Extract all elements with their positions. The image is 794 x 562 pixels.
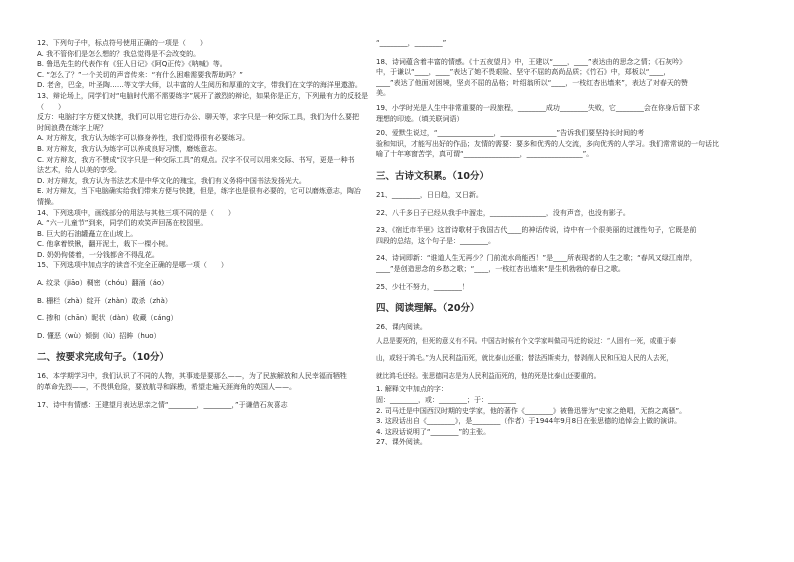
question-13-option-d: D. 对方辩友，我方认为书法艺术是中华文化的瑰宝，我们有义务将中国书法发扬光大。 (37, 176, 306, 185)
question-12-stem: 12、下列句子中，标点符号使用正确的一项是（ ） (37, 39, 207, 47)
question-19-line-1: 19、小学时光是人生中非常重要的一段旅程，________成功________失败，它________会在你身后留下求 (376, 103, 700, 112)
question-20-line-1: 20、爱默生说过，“________________，________________”告诉我们要坚持长时间的考 (376, 129, 645, 138)
question-20-line-3: 喻了十年寒窗苦学，真可谓“________________，________________”。 (376, 150, 594, 159)
question-26-item-1-blanks: 固：________，或：________；于：________ (376, 396, 516, 405)
question-26-items (376, 384, 746, 437)
question-13-option-a: A. 对方辩友，我方认为练字可以修身养性，我们觉得很有必要练习。 (37, 134, 250, 143)
question-16-line-1: 16、本学期学习中，我们认识了不同的人物，其事迹是要那么——，为了民族解放和人民幸福而牺牲 (37, 372, 347, 381)
question-24 (376, 253, 746, 274)
question-18-line-2: 中，于谦以“____，____”表达了她不畏艰险、坚守不屈的高尚品质；《竹石》中，郑板以“____， (376, 68, 671, 77)
question-15-option-d: D. 懂恶（wù）倾倒（lù）招眸（huo） (37, 331, 161, 340)
question-12-option-c: C. “怎么了？”一个关切的声音传来：“有什么困难需要我帮助吗？” (37, 70, 243, 79)
question-14-option-c: C. 他拿着铁锹，翻开泥土，栽下一棵小树。 (37, 240, 173, 249)
question-15 (37, 260, 377, 341)
question-21: 21、________，日日趋，又日新。 (376, 190, 483, 199)
question-13-stem: 13、辩论场上，同学们对“电脑时代需不需要练字”展开了激烈的辩论，如果你是正方，下列最有力的反驳是 (37, 91, 369, 100)
question-19-line-2: 理想的印迹。（填关联词语） (376, 114, 464, 123)
question-26-item-3: 3. 这段话出自《________》，是________（作者）于1944年9月8日在张思德的追悼会上做的演讲。 (376, 417, 682, 426)
question-20 (376, 128, 746, 160)
question-13-option-e: E. 对方辩友，当下电脑确实给我们带来方便与快捷，但是，练字也是很有必要的，它可以磨炼意志，陶冶 (37, 187, 361, 196)
question-26-item-2: 2. 司马迁是中国西汉时期的史学家，他的著作《________》被鲁迅誉为“史家之绝唱，无韵之离骚”。 (376, 406, 687, 415)
question-23-line-2: 四段的总结，这个句子是：________。 (376, 236, 495, 245)
question-23 (376, 225, 746, 246)
question-12-option-b: B. 鲁迅先生的代表作有《狂人日记》《阿Q正传》《呐喊》等。 (37, 60, 227, 69)
question-27: 27、课外阅读。 (376, 438, 427, 447)
question-12-option-d: D. 老舍，巴金，叶圣陶……等文学大师，以丰富的人生阅历和厚重的文字，带我们在文学的海洋里遨游。 (37, 81, 362, 90)
question-18-line-4: 美。 (376, 89, 390, 98)
question-13-opponent-cont: 时间浪费在练字上呢？ (37, 123, 107, 132)
section-4-title: 四、阅读理解。（20分） (376, 303, 480, 315)
question-12-option-a: A. 我不管你们是怎么想的？我总觉得是不会改变的。 (37, 49, 201, 58)
reading-passage (376, 336, 746, 382)
question-14-option-d: D. 奶奶佝偻着，一分钱都舍不得乱花。 (37, 250, 159, 259)
question-13-option-c-cont: 法艺术，给人以美的享受。 (37, 166, 121, 175)
question-14-stem: 14、下列选项中，画线部分的用法与其他三项不同的是（ ） (37, 208, 235, 217)
question-25: 25、少壮不努力，________！ (376, 282, 469, 291)
question-16 (37, 371, 377, 392)
passage-line-1: 人总是要死的，但死的意义有不同。中国古时候有个文学家叫做司马迁的说过：“人固有一死，或重于泰 (376, 336, 677, 345)
question-12 (37, 38, 377, 91)
question-13-option-e-cont: 情操。 (37, 197, 58, 206)
question-18-line-1: 18、诗词蕴含着丰富的情感。《十五夜望月》中，王建以“____，____”表达由的思念之情；《石灰吟》 (376, 57, 687, 66)
question-15-option-b: B. 栅栏（zhà）绽开（zhàn）敢杀（zhà） (37, 296, 172, 305)
question-19 (376, 103, 746, 124)
question-14-option-b: B. 巨大的石油罐矗立在山坡上。 (37, 229, 138, 238)
passage-line-3: 就比鸿毛还轻。张思德同志是为人民利益而死的，他的死是比泰山还要重的。 (376, 371, 601, 380)
question-13-stem-cont: （ ） (37, 102, 65, 111)
section-2-title: 二、按要求完成句子。（10分） (37, 352, 169, 364)
question-17-line-1: 17、诗中有情感：王建望月表达思亲之情“________，________，”于谦借石灰喜志 (37, 400, 288, 409)
question-26-item-1: 1. 解释文中加点的字： (376, 385, 448, 394)
right-column (376, 38, 746, 448)
question-26-label: 26、课内阅读。 (376, 323, 427, 332)
question-14-option-a: A. “六一儿童节”到来，同学们的欢笑声回荡在校园里。 (37, 219, 208, 228)
question-24-line-2: ____”是创造思念的乡愁之歌；“____，一枝红杏出墙来”是生机勃勃的春日之歌。 (376, 264, 625, 273)
question-24-line-1: 24、诗词即新：“谁道人生无再少？门前流水尚能西！”是____所表现者的人生之歌；“春风又绿江南岸， (376, 254, 697, 263)
question-13 (37, 91, 377, 208)
question-13-option-c: C. 对方辩友，我方不赞成“汉字只是一种交际工具”的观点。汉字不仅可以用来交际、书写，更是一种书 (37, 155, 355, 164)
question-18-line-3: ____”表达了他面对困境，坚贞不屈的品格；叶绍翁所以“____，一枝红杏出墙来”，表达了对春天的赞 (376, 78, 688, 87)
left-column (37, 38, 377, 410)
question-15-option-c: C. 掺和（chān）昵状（dàn）收藏（cáng） (37, 314, 178, 323)
question-23-line-1: 23、《宿迁市半里》这首诗歌材于我国古代____的神话传说，诗中有一个很美丽的过渡性句子，它既是前 (376, 226, 697, 235)
question-13-opponent: 反方：电脑打字方便又快捷，我们可以用它进行办公、聊天等，求字只是一种交际工具，我们为什么要把 (37, 113, 359, 122)
question-17 (37, 400, 377, 411)
passage-line-2: 山，或轻于鸿毛。”为人民利益而死，就比泰山还重；替法西斯卖力，替剥削人民和压迫人民的人去死， (376, 354, 673, 363)
question-18 (376, 57, 746, 99)
question-13-option-b: B. 对方辩友，我方认为练字可以养成良好习惯，磨炼意志。 (37, 144, 222, 153)
section-3-title: 三、古诗文积累。（10分） (376, 170, 489, 182)
question-15-stem: 15、下列选项中加点字的读音不完全正确的是哪一项（ ） (37, 261, 228, 270)
question-16-line-2: 的革命先烈——，不畏惧危险，要放航寻和踩勘，希望走遍天涯海角的英国人——。 (37, 383, 296, 392)
question-14 (37, 208, 377, 261)
question-22: 22、八千多日子已经从我手中溜走，________________，没有声音，也没有影子。 (376, 208, 630, 217)
question-17-cont: “________，________” (376, 39, 447, 47)
question-20-line-2: 验和知识，才能写出好的作品；友情的需要：要多和优秀的人交流，多向优秀的人学习。我们常常说的一句话比 (376, 139, 719, 148)
question-26-item-4: 4. 这段话说明了“________”的主张。 (376, 427, 491, 436)
question-15-option-a: A. 纹录（jiāo）稠密（chóu）翻涌（áo） (37, 279, 169, 288)
